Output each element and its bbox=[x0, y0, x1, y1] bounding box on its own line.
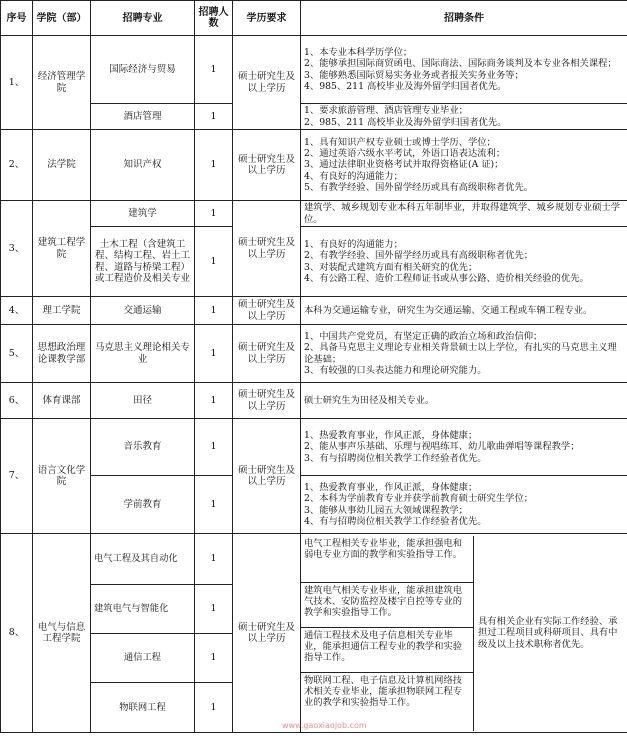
education-requirement: 硕士研究生及以上学历 bbox=[233, 419, 301, 534]
major-name: 电气工程及其自动化 bbox=[91, 534, 194, 585]
hire-count: 1 bbox=[195, 383, 233, 419]
hire-count: 1 bbox=[195, 227, 233, 297]
college-name: 思想政治理论课教学部 bbox=[33, 325, 91, 383]
row-number: 4、 bbox=[1, 297, 33, 325]
row-number: 6、 bbox=[1, 383, 33, 419]
common-conditions: 具有相关企业有实际工作经验、承担过工程项目或科研项目、具有中级及以上技术职称者优先。 bbox=[478, 616, 618, 650]
education-requirement: 硕士研究生及以上学历 bbox=[233, 325, 301, 383]
conditions-text: 1、有良好的沟通能力； 2、有教学经验、国外留学经历或具有高级职称者优先； 3、对装配式建筑方面有相关研究的优先； 4、有公路工程、造价工程师证书或从事公路、造价相关经验的优先。 bbox=[301, 227, 627, 297]
major-name: 建筑学 bbox=[91, 201, 195, 227]
major-name: 学前教育 bbox=[91, 476, 195, 534]
conditions-text: 1、中国共产党党员，有坚定正确的政治立场和政治信仰； 2、具备马克思主义理论专业相关背景硕士以上学位，有扎实的马克思主义理论基础； 3、有较强的口头表达能力和理论研究能力。 bbox=[301, 325, 627, 383]
table-row bbox=[1, 130, 627, 201]
education-requirement: 硕士研究生及以上学历 bbox=[233, 534, 301, 733]
hire-count: 1 bbox=[195, 36, 233, 104]
major-name: 音乐教育 bbox=[91, 419, 195, 476]
hire-count: 1 bbox=[195, 476, 233, 534]
education-requirement: 硕士研究生及以上学历 bbox=[233, 36, 301, 130]
college-name: 语言文化学院 bbox=[33, 419, 91, 534]
major-stack bbox=[91, 534, 195, 733]
watermark: www.gaoxiaojob.com bbox=[282, 721, 367, 730]
college-name: 经济管理学院 bbox=[33, 36, 91, 130]
conditions-text: 1、本专业本科学历学位； 2、能够承担国际商贸函电、国际商法、国际商务谈判及本专业各相关课程； 3、能够熟悉国际贸易实务业务或者报关实务业务等； 4、985、211 高校毕业及海外留学归国者优先。 bbox=[301, 36, 627, 104]
row-number: 2、 bbox=[1, 130, 33, 201]
header-row bbox=[1, 1, 627, 36]
row-number: 3、 bbox=[1, 201, 33, 297]
conditions-text: 硕士研究生为田径及相关专业。 bbox=[301, 383, 627, 419]
college-name: 建筑工程学院 bbox=[33, 201, 91, 297]
conditions-text: 物联网工程、电子信息及计算机网络技术相关专业毕业，能承担物联网工程专业的教学和实验指导工作。 bbox=[304, 674, 463, 709]
header-major: 招聘专业 bbox=[91, 1, 195, 36]
hire-count: 1 bbox=[195, 634, 232, 683]
major-name: 田径 bbox=[91, 383, 195, 419]
table-row bbox=[1, 419, 627, 476]
major-name: 通信工程 bbox=[91, 634, 194, 683]
hire-count: 1 bbox=[210, 701, 217, 713]
major-name: 马克思主义理论相关专业 bbox=[91, 325, 195, 383]
education-requirement: 硕士研究生及以上学历 bbox=[233, 201, 301, 297]
row-number: 1、 bbox=[1, 36, 33, 130]
table-row bbox=[1, 104, 627, 130]
college-name: 体育课部 bbox=[33, 383, 91, 419]
table-row bbox=[1, 325, 627, 383]
detail-stack bbox=[301, 536, 474, 731]
table-row bbox=[1, 36, 627, 104]
header-college: 学院（部） bbox=[33, 1, 91, 36]
conditions-text: 1、要求旅游管理、酒店管理专业毕业； 2、985、211 高校毕业及海外留学归国者优先。 bbox=[301, 104, 627, 130]
table-row bbox=[1, 534, 627, 733]
hire-count: 1 bbox=[195, 201, 233, 227]
header-edu: 学历要求 bbox=[233, 1, 301, 36]
conditions-split bbox=[301, 534, 627, 733]
major-name: 土木工程（含建筑工程、结构工程、岩土工程、道路与桥梁工程）或工程造价及相关专业 bbox=[91, 227, 195, 297]
table-row bbox=[1, 297, 627, 325]
college-name: 电气与信息工程学院 bbox=[33, 534, 91, 733]
conditions-text: 1、热爱教育事业，作风正派，身体健康； 2、能从事声乐基础、乐理与视唱练耳、幼儿歌曲弹唱等课程教学； 3、有与招聘岗位相关教学工作经验者优先。 bbox=[301, 419, 627, 476]
header-no: 序号 bbox=[1, 1, 33, 36]
conditions-text: 本科为交通运输专业，研究生为交通运输、交通工程或车辆工程专业。 bbox=[301, 297, 627, 325]
row-number: 5、 bbox=[1, 325, 33, 383]
table-row bbox=[1, 476, 627, 534]
conditions-text: 建筑学、城乡规划专业本科五年制毕业，并取得建筑学、城乡规划专业硕士学位。 bbox=[301, 201, 627, 227]
hire-count: 1 bbox=[195, 104, 233, 130]
education-requirement: 硕士研究生及以上学历 bbox=[233, 383, 301, 419]
table-row bbox=[1, 201, 627, 227]
count-stack bbox=[195, 534, 233, 733]
table-row bbox=[1, 227, 627, 297]
row-number: 8、 bbox=[1, 534, 33, 733]
major-name: 国际经济与贸易 bbox=[91, 36, 195, 104]
table-row bbox=[1, 383, 627, 419]
education-requirement: 硕士研究生及以上学历 bbox=[233, 297, 301, 325]
conditions-text: 电气工程相关专业毕业，能承担强电和弱电专业方面的教学和实验指导工作。 bbox=[301, 536, 473, 583]
row-number: 7、 bbox=[1, 419, 33, 534]
college-name: 法学院 bbox=[33, 130, 91, 201]
major-name: 物联网工程 bbox=[119, 701, 166, 713]
education-requirement: 硕士研究生及以上学历 bbox=[233, 130, 301, 201]
hire-count: 1 bbox=[195, 325, 233, 383]
hire-count: 1 bbox=[195, 130, 233, 201]
header-conditions: 招聘条件 bbox=[301, 1, 627, 36]
hire-count: 1 bbox=[195, 585, 232, 634]
conditions-text: 1、具有知识产权专业硕士或博士学历、学位； 2、通过英语六级水平考试，外语口语表达流利； 3、通过法律职业资格考试并取得资格证(A 证)； 4、有良好的沟通能力； 5、有教学经验、国外留学经历或具有高级职称者优先。 bbox=[301, 130, 627, 201]
major-name: 建筑电气与智能化 bbox=[91, 585, 194, 634]
hire-count: 1 bbox=[195, 534, 232, 585]
hire-count: 1 bbox=[195, 297, 233, 325]
major-name: 交通运输 bbox=[91, 297, 195, 325]
major-name: 酒店管理 bbox=[91, 104, 195, 130]
conditions-text: 通信工程技术及电子信息相关专业毕业，能承担通信工程专业的教学和实验指导工作。 bbox=[301, 628, 473, 673]
major-name: 知识产权 bbox=[91, 130, 195, 201]
conditions-text: 1、热爱教育事业，作风正派，身体健康； 2、本科为学前教育专业并获学前教育硕士研究生学位； 3、能够从事幼儿园五大领域课程教学； 4、有与招聘岗位相关教学工作经验者优先。 bbox=[301, 476, 627, 534]
college-name: 理工学院 bbox=[33, 297, 91, 325]
header-count: 招聘人数 bbox=[195, 1, 233, 36]
hire-count: 1 bbox=[195, 419, 233, 476]
conditions-text: 建筑电气相关专业毕业，能承担建筑电气技术、安防监控及楼宇自控等专业的教学和实验指导工作。 bbox=[301, 583, 473, 628]
